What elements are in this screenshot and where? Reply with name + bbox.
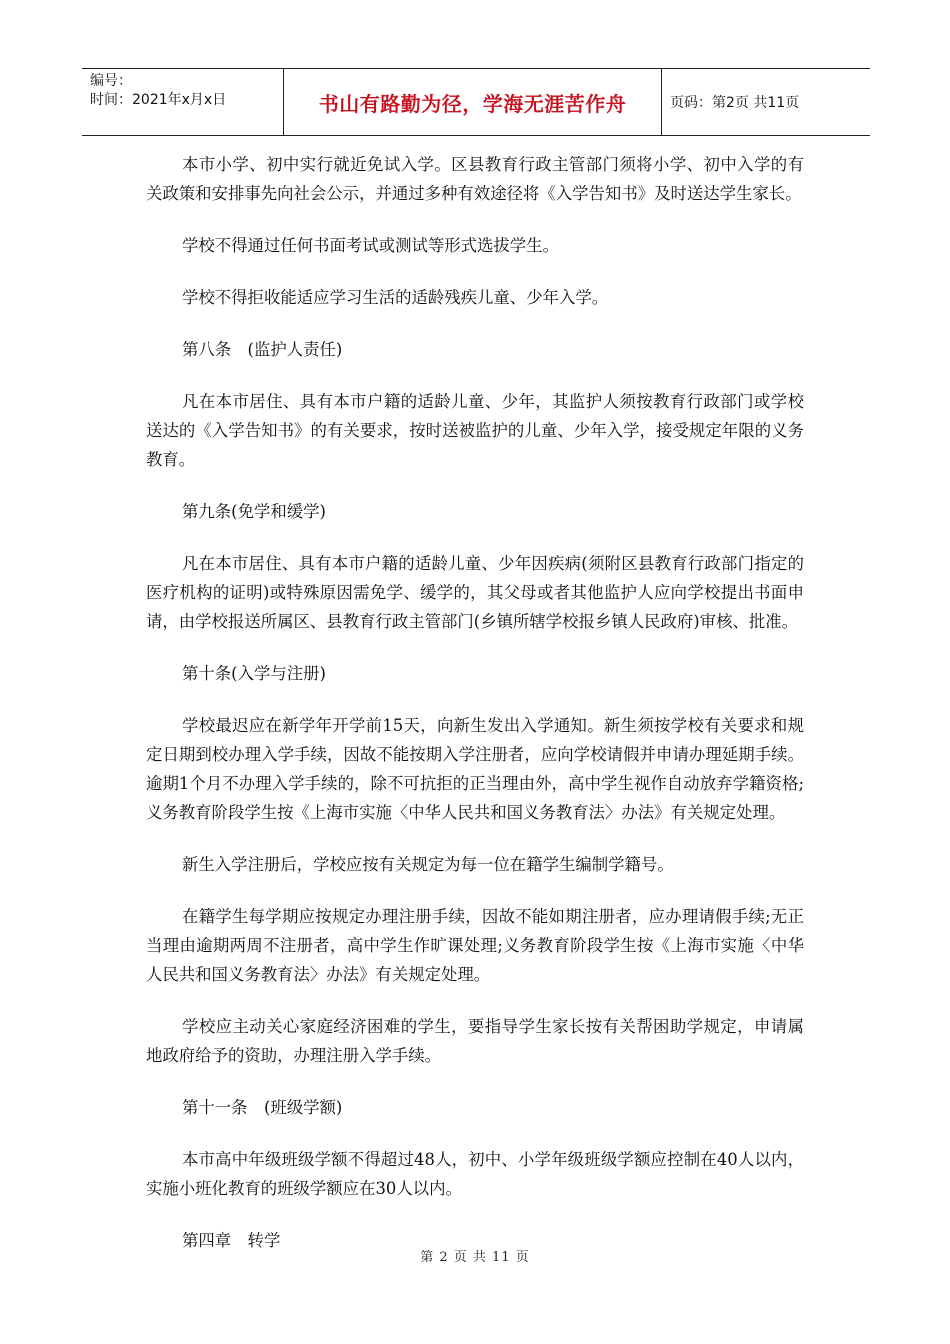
paragraph: 学校最迟应在新学年开学前15天，向新生发出入学通知。新生须按学校有关要求和规定日期到校办理入学手续，因故不能按期入学注册者，应向学校请假并申请办理延期手续。逾期1个月不办理入学手续的，除不可抗拒的正当理由外，高中学生视作自动放弃学籍资格;义务教育阶段学生按《上海市实施〈中华人民共和国义务教育法〉办法》有关规定处理。 xyxy=(146,716,804,822)
paragraph: 本市小学、初中实行就近免试入学。区县教育行政主管部门须将小学、初中入学的有关政策和安排事先向社会公示，并通过多种有效途径将《入学告知书》及时送达学生家长。 xyxy=(146,155,804,203)
paragraph: 新生入学注册后，学校应按有关规定为每一位在籍学生编制学籍号。 xyxy=(182,855,674,874)
header-meta xyxy=(82,69,284,135)
article-heading: 第十条(入学与注册) xyxy=(182,664,326,683)
document-header xyxy=(82,68,870,136)
article-heading: 第九条(免学和缓学) xyxy=(182,502,326,521)
page-footer: 第 2 页 共 11 页 xyxy=(420,1250,530,1265)
paragraph: 凡在本市居住、具有本市户籍的适龄儿童、少年，其监护人须按教育行政部门或学校送达的《入学告知书》的有关要求，按时送被监护的儿童、少年入学，接受规定年限的义务教育。 xyxy=(146,392,804,469)
paragraph: 学校不得通过任何书面考试或测试等形式选拔学生。 xyxy=(182,236,559,255)
paragraph: 学校应主动关心家庭经济困难的学生，要指导学生家长按有关帮困助学规定，申请属地政府给予的资助，办理注册入学手续。 xyxy=(146,1017,804,1065)
header-page-info: 页码：第2页 共11页 xyxy=(670,95,800,111)
header-motto: 书山有路勤为径，学海无涯苦作舟 xyxy=(284,69,662,135)
paragraph: 学校不得拒收能适应学习生活的适龄残疾儿童、少年入学。 xyxy=(182,288,609,307)
paragraph: 在籍学生每学期应按规定办理注册手续，因故不能如期注册者，应办理请假手续;无正当理由逾期两周不注册者，高中学生作旷课处理;义务教育阶段学生按《上海市实施〈中华人民共和国义务教育法〉办法》有关规定处理。 xyxy=(146,907,804,984)
paragraph: 本市高中年级班级学额不得超过48人，初中、小学年级班级学额应控制在40人以内，实施小班化教育的班级学额应在30人以内。 xyxy=(146,1150,804,1198)
document-body xyxy=(146,150,804,1278)
article-heading: 第十一条 (班级学额) xyxy=(182,1098,343,1117)
time-label: 时间：2021年x月x日 xyxy=(90,92,227,108)
article-heading: 第八条 (监护人责任) xyxy=(182,340,343,359)
paragraph: 凡在本市居住、具有本市户籍的适龄儿童、少年因疾病(须附区县教育行政部门指定的医疗机构的证明)或特殊原因需免学、缓学的，其父母或者其他监护人应向学校提出书面申请，由学校报送所属区、县教育行政主管部门(乡镇所辖学校报乡镇人民政府)审核、批准。 xyxy=(146,554,804,631)
chapter-heading: 第四章 转学 xyxy=(182,1231,281,1250)
number-label: 编号： xyxy=(90,73,132,89)
